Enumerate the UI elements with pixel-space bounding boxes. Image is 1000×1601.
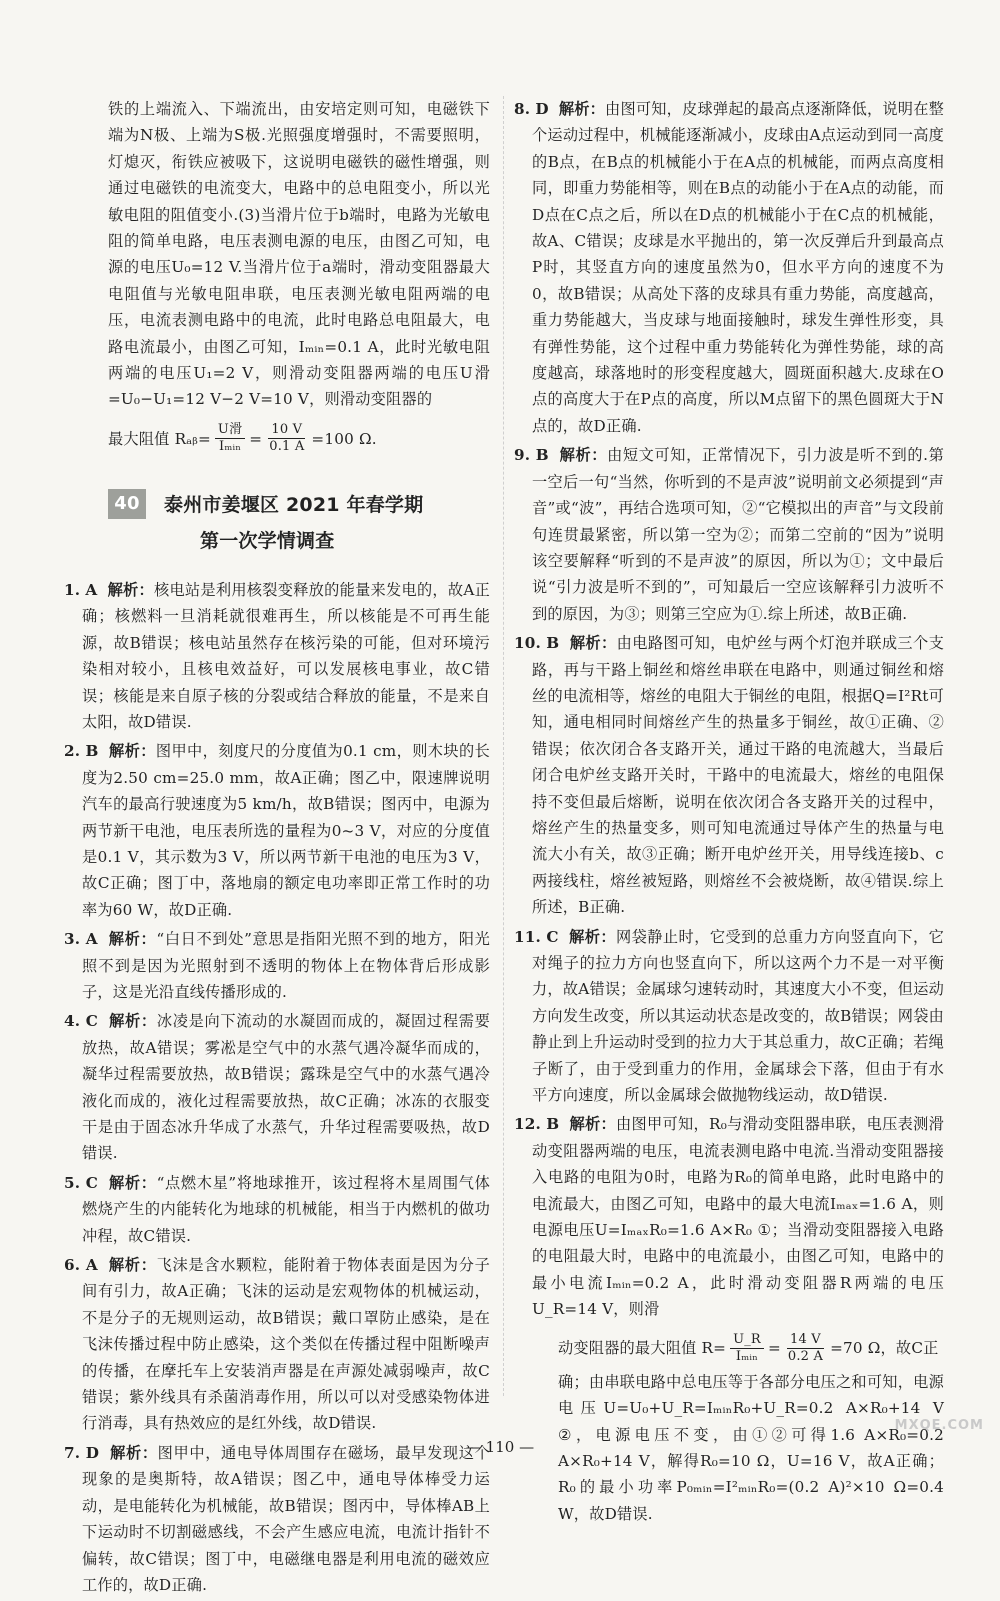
fraction-u-over-i <box>730 1332 764 1365</box>
fraction-numerator: 10 V <box>268 422 305 439</box>
item-number: 9. <box>514 446 531 465</box>
item-number: 12. <box>514 1115 542 1134</box>
item-label: 解析： <box>108 930 157 949</box>
answer-item-2 <box>64 738 490 923</box>
item-number: 5. <box>64 1173 81 1192</box>
item-number: 3. <box>64 930 81 949</box>
answer-item-4 <box>64 1008 490 1166</box>
item-answer: B <box>535 446 549 465</box>
item-answer: B <box>546 1115 560 1134</box>
formula-prefix: 动变阻器的最大阻值 R= <box>558 1339 727 1358</box>
item-label: 解析： <box>569 927 617 946</box>
answer-item-3 <box>64 926 490 1005</box>
answer-item-9 <box>514 442 944 627</box>
answer-item-12 <box>514 1111 944 1322</box>
continuation-paragraph: 铁的上端流入、下端流出，由安培定则可知，电磁铁下端为N极、上端为S极.光照强度增强时，不需要照明，灯熄灭，衔铁应被吸下，这说明电磁铁的磁性增强，则通过电磁铁的电流变大，电路中的总电阻变小，所以光敏电阻的阻值变小.(3)当滑片位于b端时，电路为光敏电阻的简单电路，电压表测电源的电压，由图乙可知，电源的电压U₀=12 V.当滑片位于a端时，滑动变阻器最大电阻值与光敏电阻串联，电压表测光敏电阻两端的电压，电流表测电路中的电流，此时电路总电阻最大，电路电流最小，由图乙可知，Iₘᵢₙ=0.1 A，此时光敏电阻两端的电压U₁=2 V，则滑动变阻器两端的电压U滑=U₀−U₁=12 V−2 V=10 V，则滑动变阻器的 <box>108 100 490 409</box>
item-text: 图甲中，通电导体周围存在磁场，最早发现这个现象的是奥斯特，故A错误；图乙中，通电导体棒受力运动，是电能转化为机械能，故B错误；图丙中，导体棒AB上下运动时不切割磁感线，不会产生感应电流，电流计指针不偏转，故C错误；图丁中，电磁继电器是利用电流的磁效应工作的，故D正确. <box>82 1443 491 1594</box>
fraction-denominator: Iₘᵢₙ <box>219 439 242 455</box>
formula-equals: = <box>767 1339 781 1358</box>
fraction-denominator: Iₘᵢₙ <box>735 1349 759 1365</box>
item-label: 解析： <box>558 100 606 118</box>
formula-suffix: =70 Ω，故C正 <box>830 1339 939 1358</box>
section-heading <box>108 489 490 559</box>
fraction-denominator: 0.2 A <box>787 1349 824 1365</box>
item-number: 11. <box>514 927 542 946</box>
item-label: 解析： <box>109 1173 157 1192</box>
fraction-values <box>785 1332 826 1365</box>
item-number: 1. <box>64 580 81 599</box>
item-answer: A <box>85 930 98 949</box>
left-column <box>64 96 490 1601</box>
section-title-line2: 第一次学情调查 <box>200 529 335 552</box>
item-text: 冰凌是向下流动的水凝固而成的，凝固过程需要放热，故A错误；雾凇是空气中的水蒸气遇冷凝华而成的，凝华过程需要放热，故B错误；露珠是空气中的水蒸气遇冷液化而成的，液化过程需要放热，故C正确；冰冻的衣服变干是由于固态冰升华成了水蒸气，升华过程需要吸热，故D错误. <box>82 1012 490 1163</box>
fraction-u-over-i <box>215 422 245 455</box>
item-text: “白日不到处”意思是指阳光照不到的地方，阳光照不到是因为光照射到不透明的物体上在物体背后形成影子，这是光沿直线传播形成的. <box>82 930 491 1001</box>
answer-item-6 <box>64 1252 490 1437</box>
item-label: 解析： <box>109 742 156 761</box>
item-12-continuation: 确；由串联电路中总电压等于各部分电压之和可知，电源电压U=U₀+U_R=IₘᵢₙR₀+U_R=0.2 A×R₀+14 V ②，电源电压不变，由①②可得1.6 A×R₀=0.2 A×R₀+14 V，解得R₀=10 Ω，U=16 V，故A正确；R₀的最小功率P₀ₘᵢₙ=I²ₘᵢₙR₀=(0.2 A)²×10 Ω=0.4 W，故D错误. <box>558 1372 944 1523</box>
page-number: — 110 — <box>465 1438 535 1456</box>
item-text: 由短文可知，正常情况下，引力波是听不到的.第一空后一句“当然，你听到的不是声波”说明前文必须提到“声音”或“波”，再结合选项可知，②“它模拟出的声音”与文段前句连贯最紧密，所以第一空为②；而第二空前的“因为”说明该空要解释“听到的不是声波”的原因，所以为①；文中最后说“引力波是听不到的”，可知最后一空应该解释引力波听不到的原因，为③；则第三空应为①.综上所述，故B正确. <box>532 446 944 623</box>
item-answer: C <box>85 1173 99 1192</box>
fraction-values <box>266 422 307 455</box>
formula-equals: = <box>249 429 263 448</box>
item-text: 核电站是利用核裂变释放的能量来发电的，故A正确；核燃料一旦消耗就很难再生，所以核能是不可再生能源，故B错误；核电站虽然存在核污染的可能，但对环境污染相对较小，且核电效益好，可以发展核电事业，故C错误；核能是来自原子核的分裂或结合释放的能量，不是来自太阳，故D错误. <box>82 580 490 731</box>
item-text: 由图甲可知，R₀与滑动变阻器串联，电压表测滑动变阻器两端的电压，电流表测电路中电流.当滑动变阻器接入电路的电阻为0时，电路为R₀的简单电路，此时电路中的电流最大，由图乙可知，电路中的最大电流Iₘₐₓ=1.6 A，则电源电压U=IₘₐₓR₀=1.6 A×R₀ ①；当滑动变阻器接入电路的电阻最大时，电路中的电流最小，由图乙可知，电路中的最小电流Iₘᵢₙ=0.2 A，此时滑动变阻器R两端的电压U_R=14 V，则滑 <box>532 1115 945 1319</box>
fraction-denominator: 0.1 A <box>269 439 305 455</box>
answer-item-5 <box>64 1170 490 1249</box>
item-text: “点燃木星”将地球推开，该过程将木星周围气体燃烧产生的内能转化为地球的机械能，相当于内燃机的做功冲程，故C错误. <box>82 1173 490 1245</box>
fraction-numerator: U_R <box>730 1332 764 1349</box>
item-number: 8. <box>514 100 531 118</box>
item-answer: A <box>85 580 98 599</box>
item-number: 7. <box>64 1443 81 1462</box>
item-label: 解析： <box>108 1256 157 1275</box>
item-answer: B <box>85 742 99 761</box>
item-answer: D <box>85 1443 100 1462</box>
section-title-line1: 泰州市姜堰区 2021 年春学期 <box>164 493 424 516</box>
item-number: 6. <box>64 1256 81 1275</box>
right-column <box>514 96 944 1527</box>
fraction-numerator: U滑 <box>215 422 245 439</box>
item-label: 解析： <box>569 634 617 653</box>
item-answer: C <box>546 927 559 946</box>
answer-item-7 <box>64 1440 490 1598</box>
answer-item-11 <box>514 924 944 1109</box>
column-divider <box>503 96 504 1396</box>
item-text: 飞沫是含水颗粒，能附着于物体表面是因为分子间有引力，故A正确；飞沫的运动是宏观物体的机械运动，不是分子的无规则运动，故B错误；戴口罩防止感染，是在飞沫传播过程中防止感染，这个类似在传播过程中阻断噪声的传播，在摩托车上安装消声器是在声源处减弱噪声，故C错误；紫外线具有杀菌消毒作用，所以可以对受感染物体进行消毒，具有热效应的是红外线，故D错误. <box>82 1256 490 1433</box>
item-number: 4. <box>64 1012 81 1031</box>
item-answer: C <box>85 1012 99 1031</box>
item-answer: B <box>546 634 560 653</box>
answer-item-10 <box>514 630 944 920</box>
max-resistance-formula <box>64 419 490 459</box>
item-label: 解析： <box>569 1115 617 1134</box>
item-label: 解析： <box>559 446 608 465</box>
item-answer: D <box>535 100 549 118</box>
formula-prefix: 最大阻值 Rₐᵦ= <box>108 429 211 448</box>
item-text: 图甲中，刻度尺的分度值为0.1 cm，则木块的长度为2.50 cm=25.0 mm，故A正确；图乙中，限速牌说明汽车的最高行驶速度为5 km/h，故B错误；图丙中，电源为两节新干电池，电压表所选的量程为0~3 V，对应的分度值是0.1 V，其示数为3 V，所以两节新干电池的电压为3 V，故C正确；图丁中，落地扇的额定电功率即正常工作时的功率为60 W，故D正确. <box>82 742 490 919</box>
item-label: 解析： <box>110 1443 158 1462</box>
item-number: 2. <box>64 742 81 761</box>
item-number: 10. <box>514 634 542 653</box>
formula-suffix: =100 Ω. <box>311 429 377 448</box>
rheostat-max-resistance-formula <box>514 1329 944 1369</box>
answer-item-8 <box>514 96 944 439</box>
answer-item-1 <box>64 577 490 735</box>
fraction-numerator: 14 V <box>787 1332 824 1349</box>
section-number-badge: 40 <box>108 489 146 519</box>
watermark-logo: MXQE.COM <box>894 1418 984 1433</box>
item-text: 网袋静止时，它受到的总重力方向竖直向下，它对绳子的拉力方向也竖直向下，所以这两个力不是一对平衡力，故A错误；金属球匀速转动时，其速度大小不变，但运动方向发生改变，所以其运动状态是改变的，故B错误；网袋由静止到上升运动时受到的拉力大于其总重力，故C正确；若绳子断了，由于受到重力的作用，金属球会下落，但由于有水平方向速度，所以金属球会做抛物线运动，故D错误. <box>532 927 945 1105</box>
item-answer: A <box>85 1256 98 1275</box>
item-label: 解析： <box>107 580 154 599</box>
item-text: 由图可知，皮球弹起的最高点逐渐降低，说明在整个运动过程中，机械能逐渐减小，皮球由A点运动到同一高度的B点，在B点的机械能小于在A点的机械能，而两点高度相同，即重力势能相等，则在B点的动能小于在A点的动能，而D点在C点之后，所以在D点的机械能小于在C点的机械能，故A、C错误；皮球是水平抛出的，第一次反弹后升到最高点P时，其竖直方向的速度虽然为0，但水平方向的速度不为0，故B错误；从高处下落的皮球具有重力势能，高度越高，重力势能越大，当皮球与地面接触时，球发生弹性形变，具有弹性势能，这个过程中重力势能转化为弹性势能，球的高度越高，球落地时的形变程度越大，圆斑面积越大.皮球在O点的高度大于在P点的高度，所以M点留下的黑色圆斑大于N点的，故D正确. <box>532 100 945 435</box>
item-label: 解析： <box>109 1012 157 1031</box>
item-text: 由电路图可知，电炉丝与两个灯泡并联成三个支路，再与干路上铜丝和熔丝串联在电路中，则通过铜丝和熔丝的电流相等，熔丝的电阻大于铜丝的电阻，根据Q=I²Rt可知，通电相同时间熔丝产生的热量多于铜丝，故①正确、②错误；依次闭合各支路开关，通过干路的电流越大，当最后闭合电炉丝支路开关时，干路中的电流最大，熔丝的电阻保持不变但最后熔断，说明在依次闭合各支路开关的过程中，熔丝产生的热量变多，则可知电流通过导体产生的热量与电流大小有关，故③正确；断开电炉丝开关，用导线连接b、c两接线柱，熔丝被短路，则熔丝不会被烧断，故④错误.综上所述，B正确. <box>532 634 945 917</box>
